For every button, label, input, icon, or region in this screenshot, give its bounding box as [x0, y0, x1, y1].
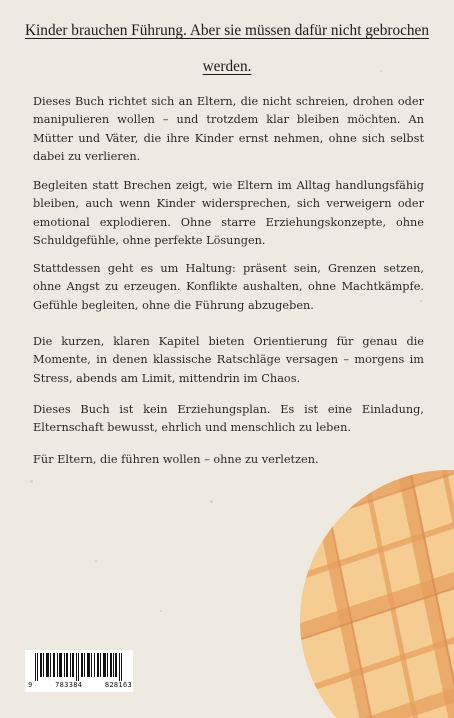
barcode-bars — [31, 653, 127, 681]
paper-speck — [210, 500, 213, 503]
headline — [22, 18, 432, 79]
paper-speck — [160, 610, 162, 612]
paragraph: Die kurzen, klaren Kapitel bieten Orientierung für genau die Momente, in denen klassische Ratschläge versagen – morgens im Stress, abends am Limit, mittendrin im Chaos. — [33, 335, 424, 385]
paragraph: Für Eltern, die führen wollen – ohne zu verletzen. — [33, 453, 319, 466]
isbn-barcode — [25, 650, 133, 692]
paper-speck — [95, 560, 97, 562]
headline-line-2: werden. — [202, 58, 252, 75]
paragraph: Stattdessen geht es um Haltung: präsent sein, Grenzen setzen, ohne Angst zu erzeugen. Konflikte aushalten, ohne Machtkämpfe. Gefühle begleiten, ohne die Führung abzugeben. — [33, 262, 424, 312]
isbn-group-2: 828163 — [104, 681, 132, 689]
paper-speck — [30, 480, 33, 483]
paragraph: Dieses Buch ist kein Erziehungsplan. Es ist eine Einladung, Elternschaft bewusst, ehrlich und menschlich zu leben. — [33, 403, 424, 435]
isbn-group-1: 783384 — [55, 681, 83, 689]
paragraph: Dieses Buch richtet sich an Eltern, die nicht schreien, drohen oder manipulieren wollen – und trotzdem klar bleiben möchten. An Mütter und Väter, die ihre Kinder ernst nehmen, ohne sich selbst dabei zu verlieren. — [33, 95, 424, 164]
isbn-lead-digit: 9 — [28, 681, 33, 689]
plaid-circle-illustration — [300, 470, 454, 718]
isbn-digits — [28, 681, 132, 689]
paragraph: Begleiten statt Brechen zeigt, wie Eltern im Alltag handlungsfähig bleiben, auch wenn Kinder widersprechen, sich verweigern oder emotional explodieren. Ohne starre Erziehungskonzepte, ohne Schuldgefühle, ohne perfekte Lösungen. — [33, 179, 424, 248]
headline-line-1: Kinder brauchen Führung. Aber sie müssen dafür nicht gebrochen — [25, 22, 429, 39]
